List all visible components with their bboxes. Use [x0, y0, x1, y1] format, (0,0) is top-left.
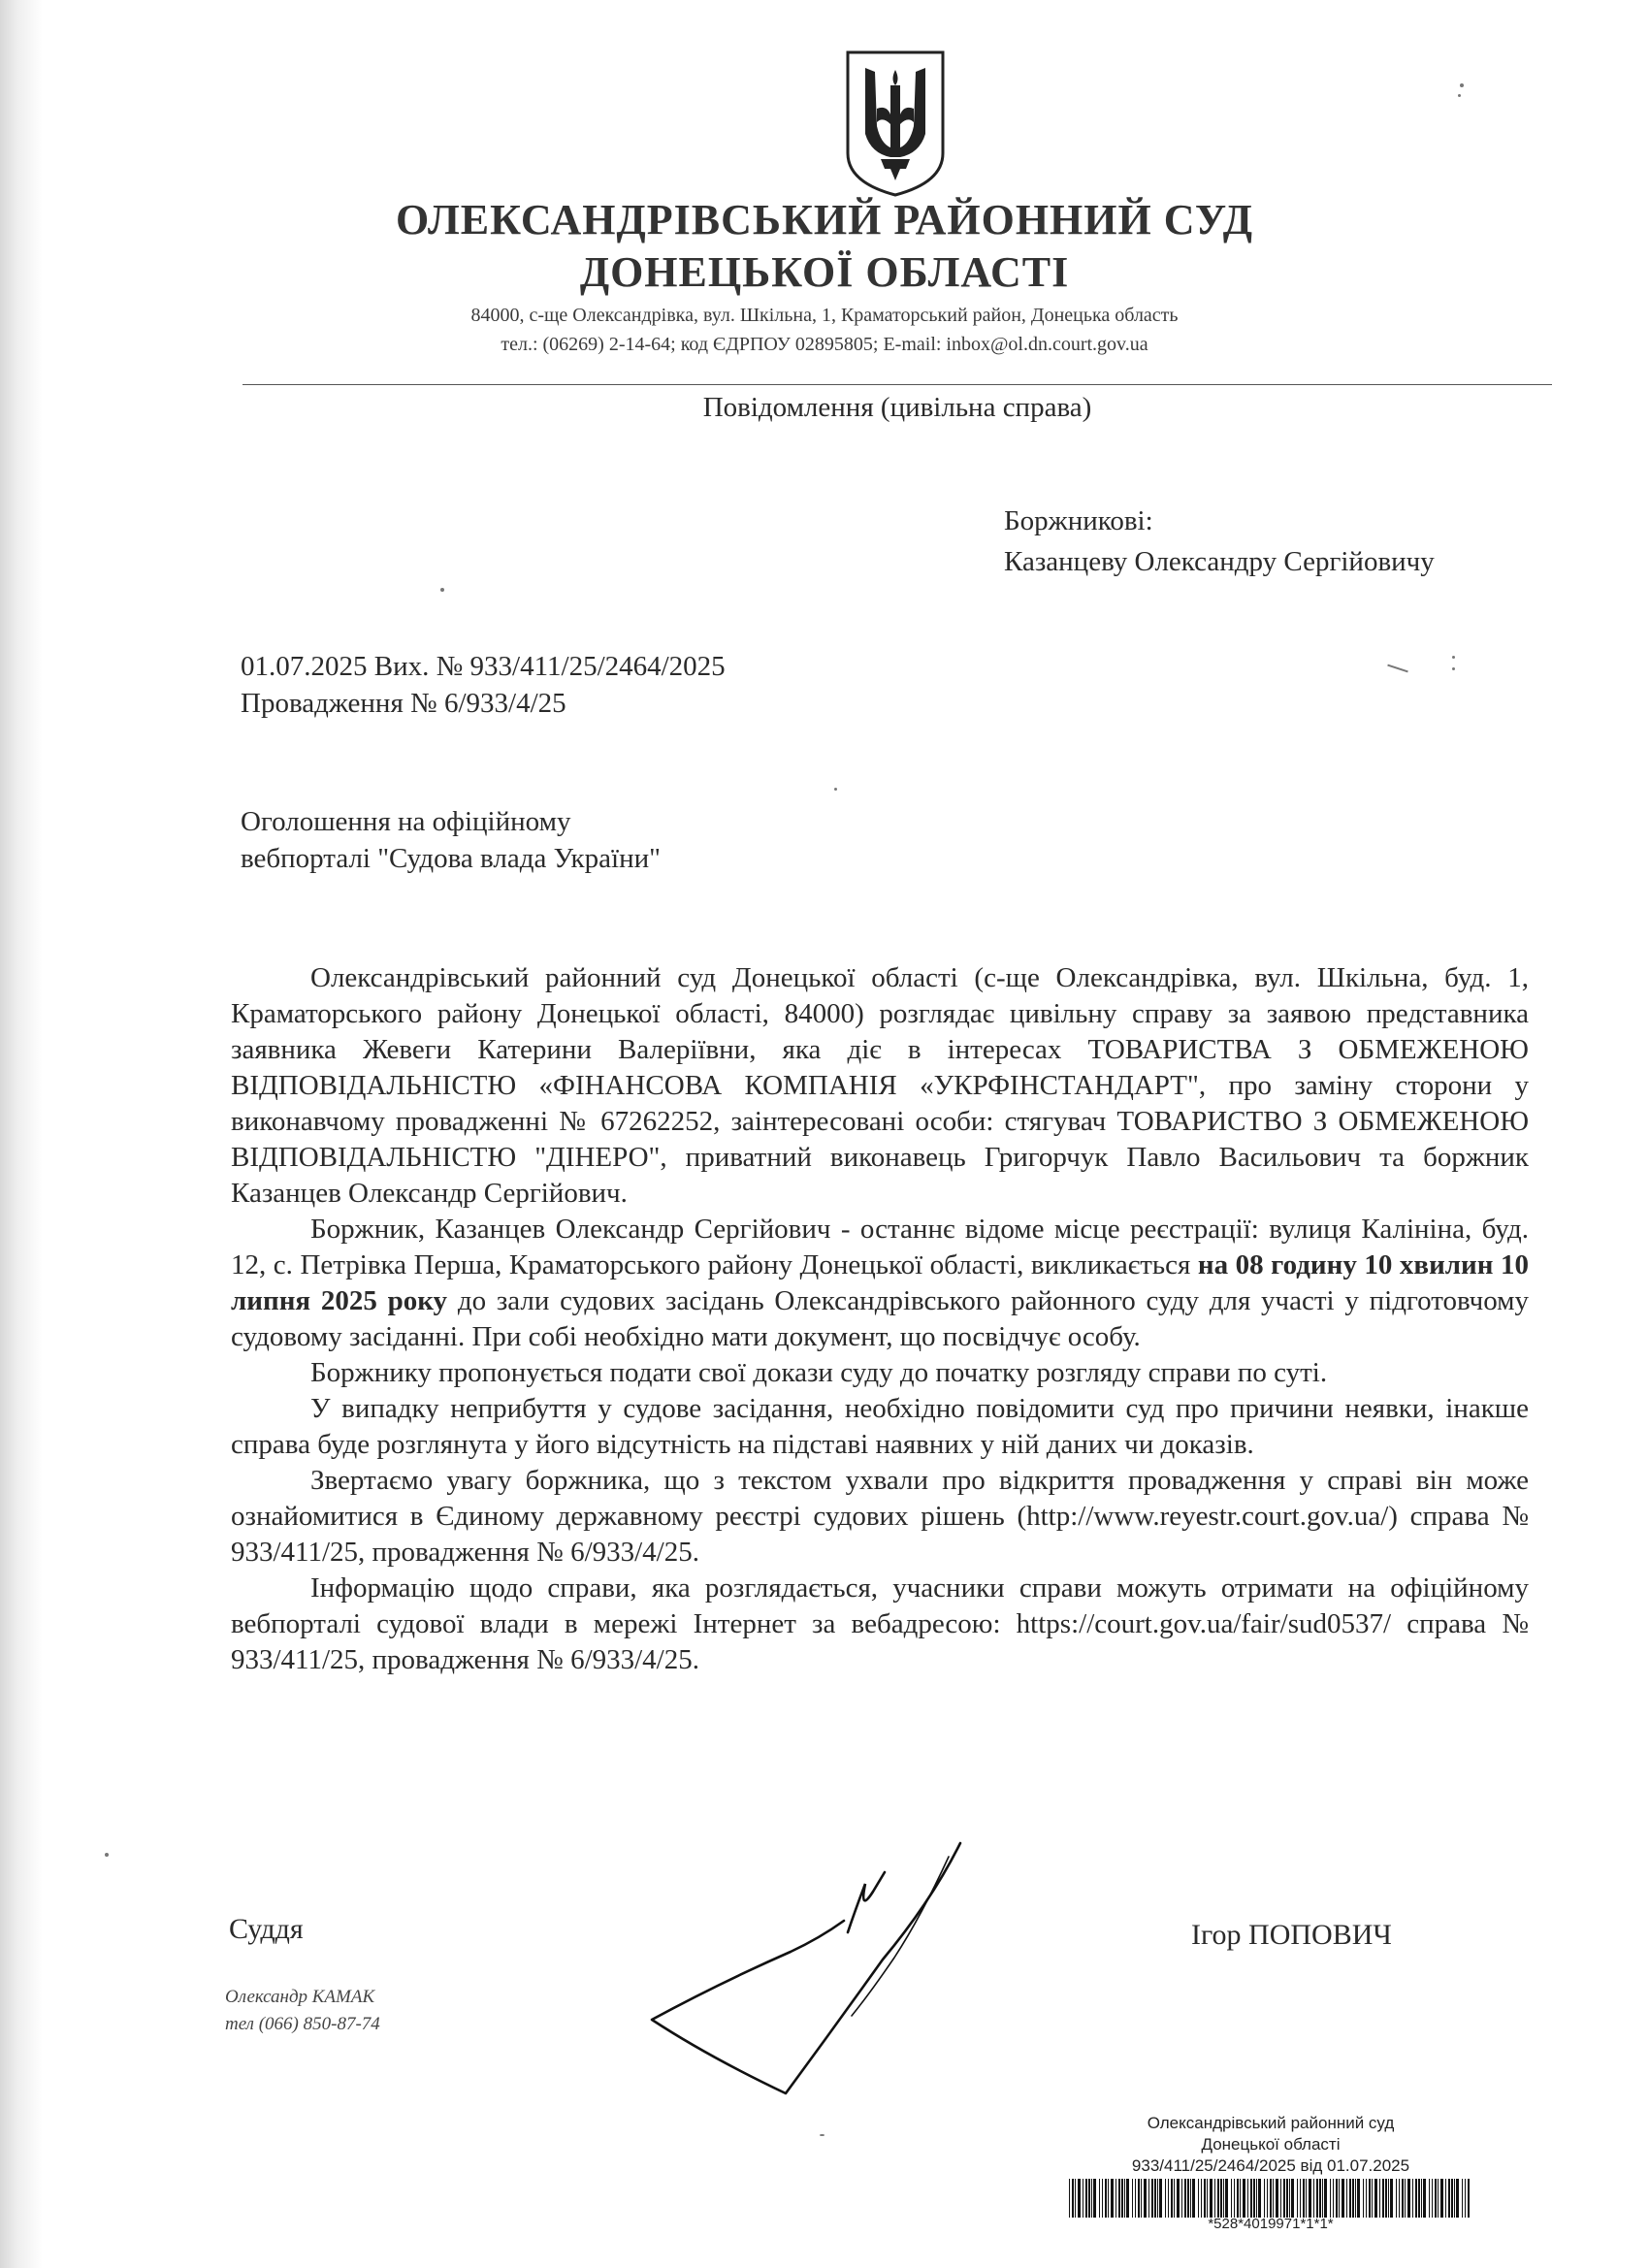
- barcode-bar: [1240, 2179, 1241, 2218]
- announcement-line-1: Оголошення на офіційному: [241, 806, 571, 837]
- barcode-bar: [1366, 2179, 1367, 2218]
- address-line-2: тел.: (06269) 2-14-64; код ЄДРПОУ 02895805; E-mail: inbox@ol.dn.court.gov.ua: [501, 334, 1148, 355]
- scan-speck: [1458, 94, 1461, 97]
- notice-body: [231, 960, 1529, 1678]
- barcode-bar: [1390, 2179, 1393, 2218]
- barcode-bar: [1407, 2179, 1410, 2218]
- proceeding-number: Провадження № 6/933/4/25: [241, 688, 566, 719]
- barcode-bar: [1297, 2179, 1298, 2218]
- hearing-datetime: на 08 годину 10 хвилин 10 липня 2025 року: [231, 1249, 1530, 1316]
- barcode-bar: [1217, 2179, 1219, 2218]
- barcode-bar: [1412, 2179, 1413, 2218]
- barcode-bar: [1429, 2179, 1430, 2218]
- barcode-bar: [1440, 2179, 1443, 2218]
- barcode-icon: [1067, 2179, 1474, 2218]
- barcode-bar: [1144, 2179, 1147, 2218]
- addressee-name: Казанцеву Олександру Сергійовичу: [1004, 546, 1435, 577]
- stamp-reference-line: 933/411/25/2464/2025 від 01.07.2025: [1131, 2156, 1410, 2175]
- barcode-bar: [1225, 2179, 1228, 2218]
- barcode-bar: [1237, 2179, 1239, 2218]
- barcode-bar: [1118, 2179, 1120, 2218]
- barcode-bar: [1099, 2179, 1100, 2218]
- announcement-label: [241, 803, 661, 877]
- scan-shadow-edge: [0, 0, 43, 2268]
- barcode-bar: [1369, 2179, 1371, 2218]
- barcode-bar: [1330, 2179, 1331, 2218]
- barcode-bar: [1093, 2179, 1096, 2218]
- barcode-bar: [1190, 2179, 1191, 2218]
- barcode-bar: [1174, 2179, 1175, 2218]
- barcode-bar: [1201, 2179, 1202, 2218]
- scan-speck: [1452, 656, 1455, 659]
- court-name-line-2: ДОНЕЦЬКОЇ ОБЛАСТІ: [579, 248, 1070, 296]
- barcode-bar: [1102, 2179, 1103, 2218]
- barcode-bar: [1184, 2179, 1186, 2218]
- barcode-bar: [1168, 2179, 1169, 2218]
- barcode-bar: [1135, 2179, 1136, 2218]
- barcode-bar: [1231, 2179, 1232, 2218]
- barcode-bar: [1316, 2179, 1318, 2218]
- notice-title: Повідомлення (цивільна справа): [702, 392, 1092, 423]
- barcode-bar: [1372, 2179, 1373, 2218]
- barcode-bar: [1451, 2179, 1453, 2218]
- barcode-bar: [1214, 2179, 1215, 2218]
- scan-speck: [834, 788, 837, 791]
- barcode-bar: [1069, 2179, 1070, 2218]
- scan-speck: [820, 2134, 824, 2136]
- barcode-bar: [1438, 2179, 1439, 2218]
- barcode-bar: [1342, 2179, 1344, 2218]
- body-paragraph-1: Олександрівський районний суд Донецької області (с-ще Олександрівка, вул. Шкільна, буд. 1, Краматорського району Донецької області, 84000) розглядає цивільну справу за заявою представника заявника Жевеги Катерини Валеріївни, яка діє в інтересах ТОВАРИСТВА З ОБМЕЖЕНОЮ ВІДПОВІДАЛЬНІСТЮ «ФІНАНСОВА КОМПАНІЯ «УКРФІНСТАНДАРТ", про заміну сторони у виконавчому провадженні № 67262252, заінтересовані особи: стягувач ТОВАРИСТВО З ОБМЕЖЕНОЮ ВІДПОВІДАЛЬНІСТЮ "ДІНЕРО", приватний виконавець Григорчук Павло Васильович та боржник Казанцев Олександр Сергійович.: [231, 962, 1529, 1209]
- barcode-bar: [1465, 2179, 1466, 2218]
- prepared-by-phone: тел (066) 850-87-74: [225, 2014, 380, 2034]
- body-paragraph-2: [231, 1212, 1529, 1355]
- barcode-bar: [1151, 2179, 1153, 2218]
- barcode-bar: [1283, 2179, 1285, 2218]
- barcode-bar: [1111, 2179, 1114, 2218]
- barcode-bar: [1462, 2179, 1463, 2218]
- barcode-bar: [1423, 2179, 1426, 2218]
- barcode-bar: [1223, 2179, 1224, 2218]
- barcode-bar: [1121, 2179, 1123, 2218]
- handwritten-signature: [640, 1824, 999, 2115]
- barcode-bar: [1124, 2179, 1125, 2218]
- barcode-bar: [1264, 2179, 1265, 2218]
- announcement-line-2: вебпорталі "Судова влада України": [241, 843, 661, 874]
- barcode-bar: [1402, 2179, 1404, 2218]
- summons-text: Боржник, Казанцев Олександр Сергійович - останнє відоме місце реєстрації: вулиця Калініна, буд. 12, с. Петрівка Перша, Краматорського району Донецької області, викликається: [231, 1214, 1529, 1280]
- barcode-bar: [1159, 2179, 1162, 2218]
- barcode-bar: [1300, 2179, 1301, 2218]
- barcode-bar: [1181, 2179, 1182, 2218]
- barcode-bar: [1309, 2179, 1311, 2218]
- barcode-bar: [1382, 2179, 1384, 2218]
- barcode-bar: [1303, 2179, 1305, 2218]
- barcode-bar: [1157, 2179, 1158, 2218]
- body-paragraph-6: Інформацію щодо справи, яка розглядається, учасники справи можуть отримати на офіційному вебпорталі судової влади в мережі Інтернет за вебадресою: https://court.gov.ua/fair/sud0537/ справа № 933/411/25, провадження № 6/933/4/25.: [231, 1572, 1529, 1675]
- header-divider: [242, 384, 1552, 385]
- barcode-bar: [1388, 2179, 1389, 2218]
- barcode-bar: [1286, 2179, 1288, 2218]
- court-address: [291, 301, 1358, 359]
- barcode-bar: [1267, 2179, 1268, 2218]
- barcode-bar: [1432, 2179, 1433, 2218]
- stamp-court-line: Олександрівський районний суд: [1147, 2114, 1395, 2132]
- barcode-bar: [1270, 2179, 1272, 2218]
- judge-name: Ігор ПОПОВИЧ: [1191, 1919, 1392, 1951]
- barcode-bar: [1085, 2179, 1087, 2218]
- barcode-bar: [1207, 2179, 1208, 2218]
- barcode-bar: [1072, 2179, 1074, 2218]
- barcode-bar: [1291, 2179, 1294, 2218]
- barcode-bar: [1445, 2179, 1446, 2218]
- barcode-bar: [1088, 2179, 1090, 2218]
- summons-text-continued: до зали судових засідань Олександрівського районного суду для участі у підготовчому судовому засіданні. При собі необхідно мати документ, що посвідчує особу.: [231, 1285, 1530, 1352]
- barcode-bar: [1253, 2179, 1255, 2218]
- scan-mark: [1387, 664, 1408, 673]
- barcode-bar: [1363, 2179, 1364, 2218]
- barcode-bar: [1258, 2179, 1261, 2218]
- body-paragraph-3: Боржнику пропонується подати свої докази суду до початку розгляду справи по суті.: [310, 1357, 1328, 1388]
- prepared-by: [225, 1984, 380, 2038]
- addressee-block: [1004, 501, 1435, 582]
- barcode-bar: [1448, 2179, 1450, 2218]
- barcode-bar: [1273, 2179, 1274, 2218]
- court-name-line-1: ОЛЕКСАНДРІВСЬКИЙ РАЙОННИЙ СУД: [395, 196, 1254, 243]
- barcode-bar: [1078, 2179, 1081, 2218]
- registration-stamp: [1052, 2113, 1489, 2177]
- barcode-bar: [1204, 2179, 1206, 2218]
- barcode-bar: [1154, 2179, 1156, 2218]
- barcode-bar: [1306, 2179, 1307, 2218]
- barcode-bar: [1405, 2179, 1406, 2218]
- barcode-bar: [1141, 2179, 1142, 2218]
- judge-label: Суддя: [229, 1913, 304, 1945]
- barcode-bar: [1333, 2179, 1334, 2218]
- barcode-number: *528*4019971*1*1*: [1208, 2216, 1334, 2232]
- barcode-bar: [1187, 2179, 1189, 2218]
- addressee-label: Боржникові:: [1004, 505, 1153, 536]
- barcode-bar: [1435, 2179, 1437, 2218]
- barcode-bar: [1234, 2179, 1235, 2218]
- barcode-bar: [1355, 2179, 1356, 2218]
- barcode-bar: [1250, 2179, 1252, 2218]
- barcode-bar: [1091, 2179, 1092, 2218]
- barcode-bar: [1108, 2179, 1109, 2218]
- prepared-by-name: Олександр КАМАК: [225, 1987, 375, 2007]
- barcode-bar: [1357, 2179, 1360, 2218]
- barcode-bar: [1132, 2179, 1133, 2218]
- barcode-bar: [1374, 2179, 1377, 2218]
- barcode-bar: [1322, 2179, 1323, 2218]
- barcode-bar: [1468, 2179, 1470, 2218]
- scan-speck: [440, 588, 444, 592]
- barcode-bar: [1349, 2179, 1351, 2218]
- address-line-1: 84000, с-ще Олександрівка, вул. Шкільна, 1, Краматорський район, Донецька область: [470, 305, 1179, 326]
- barcode-bar: [1352, 2179, 1354, 2218]
- barcode-bar: [1421, 2179, 1422, 2218]
- barcode-bar: [1148, 2179, 1149, 2218]
- barcode-bar: [1171, 2179, 1173, 2218]
- barcode-bar: [1346, 2179, 1347, 2218]
- barcode-bar: [1336, 2179, 1338, 2218]
- barcode-bar: [1456, 2179, 1459, 2218]
- barcode-bar: [1324, 2179, 1327, 2218]
- court-name: [291, 194, 1358, 299]
- barcode-bar: [1220, 2179, 1222, 2218]
- barcode-bar: [1289, 2179, 1290, 2218]
- barcode-bar: [1138, 2179, 1140, 2218]
- barcode-bar: [1198, 2179, 1199, 2218]
- barcode-bar: [1415, 2179, 1417, 2218]
- barcode-bar: [1385, 2179, 1387, 2218]
- outgoing-number: 01.07.2025 Вих. № 933/411/25/2464/2025: [241, 651, 726, 682]
- barcode-bar: [1280, 2179, 1281, 2218]
- body-paragraph-5: Звертаємо увагу боржника, що з текстом ухвали про відкриття провадження у справі він може ознайомитися в Єдиному державному реєстрі судових рішень (http://www.reyestr.court.gov.ua/) справа № 933/411/25, провадження № 6/933/4/25.: [231, 1465, 1529, 1568]
- barcode-bar: [1454, 2179, 1455, 2218]
- barcode-bar: [1247, 2179, 1248, 2218]
- trident-coat-of-arms-icon: [842, 49, 949, 199]
- barcode-bar: [1165, 2179, 1166, 2218]
- barcode-bar: [1210, 2179, 1212, 2218]
- barcode-bar: [1105, 2179, 1107, 2218]
- barcode-bar: [1418, 2179, 1420, 2218]
- barcode-bar: [1276, 2179, 1278, 2218]
- scan-speck: [105, 1853, 109, 1857]
- stamp-region-line: Донецької області: [1201, 2135, 1341, 2154]
- barcode-bar: [1313, 2179, 1314, 2218]
- barcode-bar: [1319, 2179, 1321, 2218]
- barcode-bar: [1075, 2179, 1076, 2218]
- outgoing-reference: [241, 648, 726, 722]
- barcode-bar: [1126, 2179, 1129, 2218]
- barcode-bar: [1399, 2179, 1400, 2218]
- body-paragraph-4: У випадку неприбуття у судове засідання, необхідно повідомити суд про причини неявки, інакше справа буде розглянута у його відсутність на підставі наявних у ній даних чи доказів.: [231, 1393, 1529, 1460]
- barcode-bar: [1379, 2179, 1380, 2218]
- barcode-bar: [1339, 2179, 1340, 2218]
- barcode-bar: [1256, 2179, 1257, 2218]
- barcode-bar: [1192, 2179, 1195, 2218]
- barcode-bar: [1177, 2179, 1180, 2218]
- barcode-bar: [1396, 2179, 1397, 2218]
- scan-speck: [1452, 667, 1455, 670]
- barcode-bar: [1243, 2179, 1245, 2218]
- scan-speck: [1460, 83, 1464, 87]
